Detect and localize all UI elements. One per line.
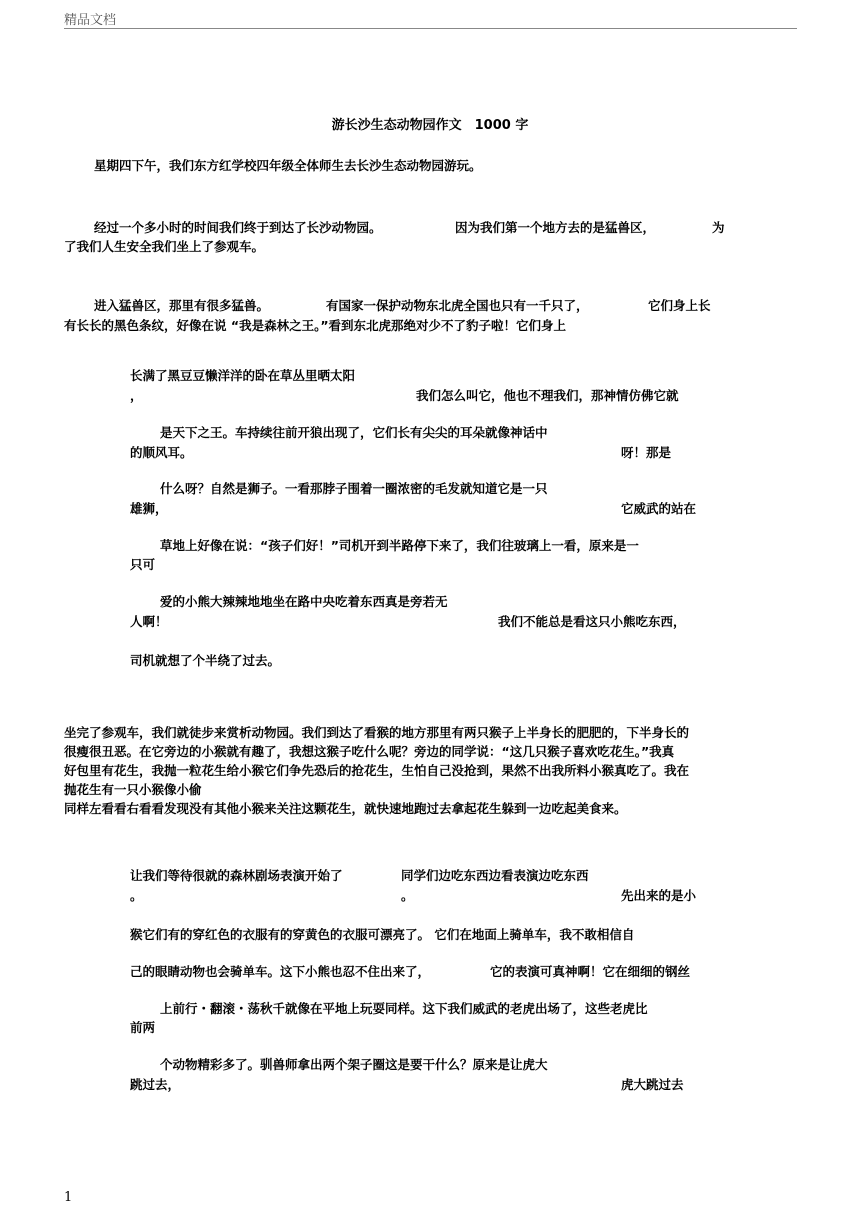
paragraph-4-line-6b: 它威武的站在 bbox=[621, 501, 697, 516]
paragraph-4-line-4b: 呀！那是 bbox=[621, 445, 672, 460]
header-rule bbox=[64, 28, 797, 29]
paragraph-3-line-1a: 进入猛兽区，那里有很多猛兽。 bbox=[94, 298, 270, 313]
paragraph-2-line-1c: 为 bbox=[712, 220, 725, 235]
paragraph-4-line-4a: 的顺风耳。 bbox=[130, 445, 193, 460]
paragraph-4-line-2a: ， bbox=[130, 388, 143, 403]
paragraph-3-line-1b: 有国家一保护动物东北虎全国也只有一千只了， bbox=[326, 298, 589, 313]
paragraph-6-line-1b: 同学们边吃东西边看表演边吃东西 bbox=[401, 868, 589, 883]
paragraph-4-line-7: 草地上好像在说：“孩子们好！”司机开到半路停下来了，我们往玻璃上一看，原来是一 bbox=[160, 538, 639, 553]
paragraph-4-line-10b: 我们不能总是看这只小熊吃东西， bbox=[498, 614, 686, 629]
paragraph-6-line-2c: 先出来的是小 bbox=[621, 888, 697, 903]
paragraph-4-line-3: 是天下之王。车持续往前开狼出现了，它们长有尖尖的耳朵就像神话中 bbox=[160, 425, 548, 440]
paragraph-4-line-2b: 我们怎么叫它，他也不理我们，那神情仿佛它就 bbox=[416, 388, 679, 403]
paragraph-5-line-2: 很瘦很丑恶。在它旁边的小猴就有趣了，我想这猴子吃什么呢？旁边的同学说：“这几只猴子喜欢吃花生。”我真 bbox=[64, 744, 675, 759]
header-label: 精品文档 bbox=[64, 13, 117, 28]
paragraph-4-line-1: 长满了黑豆豆懒洋洋的卧在草丛里晒太阳 bbox=[130, 368, 356, 383]
paragraph-5-line-1: 坐完了参观车，我们就徒步来赏析动物园。我们到达了看猴的地方那里有两只猴子上半身长的肥肥的，下半身长的 bbox=[64, 725, 690, 740]
paragraph-3-line-2: 有长长的黑色条纹，好像在说 “我是森林之王。”看到东北虎那绝对少不了豹子啦！它们身上 bbox=[64, 318, 567, 333]
paragraph-4-line-8: 只可 bbox=[130, 557, 156, 572]
paragraph-5-line-3: 好包里有花生，我抛一粒花生给小猴它们争先恐后的抢花生，生怕自己没抢到，果然不出我所料小猴真吃了。我在 bbox=[64, 763, 690, 778]
paragraph-6-line-2a: 。 bbox=[130, 888, 143, 903]
paragraph-6-line-6: 前两 bbox=[130, 1020, 156, 1035]
paragraph-6-line-1a: 让我们等待很就的森林剧场表演开始了 bbox=[130, 868, 343, 883]
document-title: 游长沙生态动物园作文 1000 字 bbox=[331, 118, 529, 133]
paragraph-4-line-9: 爱的小熊大辣辣地地坐在路中央吃着东西真是旁若无 bbox=[160, 594, 448, 609]
paragraph-1-line-1: 星期四下午，我们东方红学校四年级全体师生去长沙生态动物园游玩。 bbox=[94, 158, 482, 173]
paragraph-2-line-1b: 因为我们第一个地方去的是猛兽区， bbox=[455, 220, 656, 235]
paragraph-5-line-5: 同样左看看右看看发现没有其他小猴来关注这颗花生，就快速地跑过去拿起花生躲到一边吃起美食来。 bbox=[64, 801, 627, 816]
paragraph-3-line-1c: 它们身上长 bbox=[648, 298, 711, 313]
paragraph-6-line-3: 猴它们有的穿红色的衣服有的穿黄色的衣服可漂亮了。 它们在地面上骑单车，我不敢相信自 bbox=[130, 927, 635, 942]
paragraph-2-line-1a: 经过一个多小时的时间我们终于到达了长沙动物园。 bbox=[94, 220, 382, 235]
paragraph-4-line-5: 什么呀？自然是狮子。一看那脖子围着一圈浓密的毛发就知道它是一只 bbox=[160, 481, 548, 496]
paragraph-5-line-4: 抛花生有一只小猴像小偷 bbox=[64, 782, 202, 797]
paragraph-2-line-2: 了我们人生安全我们坐上了参观车。 bbox=[64, 239, 265, 254]
paragraph-6-line-5: 上前行・翻滚・荡秋千就像在平地上玩耍同样。这下我们威武的老虎出场了，这些老虎比 bbox=[160, 1001, 648, 1016]
paragraph-6-line-4b: 它的表演可真神啊！它在细细的钢丝 bbox=[490, 964, 691, 979]
paragraph-4-line-10a: 人啊！ bbox=[130, 614, 168, 629]
paragraph-6-line-8a: 跳过去， bbox=[130, 1077, 181, 1092]
paragraph-4-line-6a: 雄狮， bbox=[130, 501, 168, 516]
paragraph-6-line-4a: 己的眼睛动物也会骑单车。这下小熊也忍不住出来了， bbox=[130, 964, 431, 979]
paragraph-6-line-7: 个动物精彩多了。驯兽师拿出两个架子圈这是要干什么？原来是让虎大 bbox=[160, 1057, 548, 1072]
page-number: 1 bbox=[64, 1190, 73, 1205]
paragraph-6-line-8b: 虎大跳过去 bbox=[621, 1077, 684, 1092]
paragraph-6-line-2b: 。 bbox=[401, 888, 414, 903]
paragraph-4-line-11: 司机就想了个半绕了过去。 bbox=[130, 653, 281, 668]
